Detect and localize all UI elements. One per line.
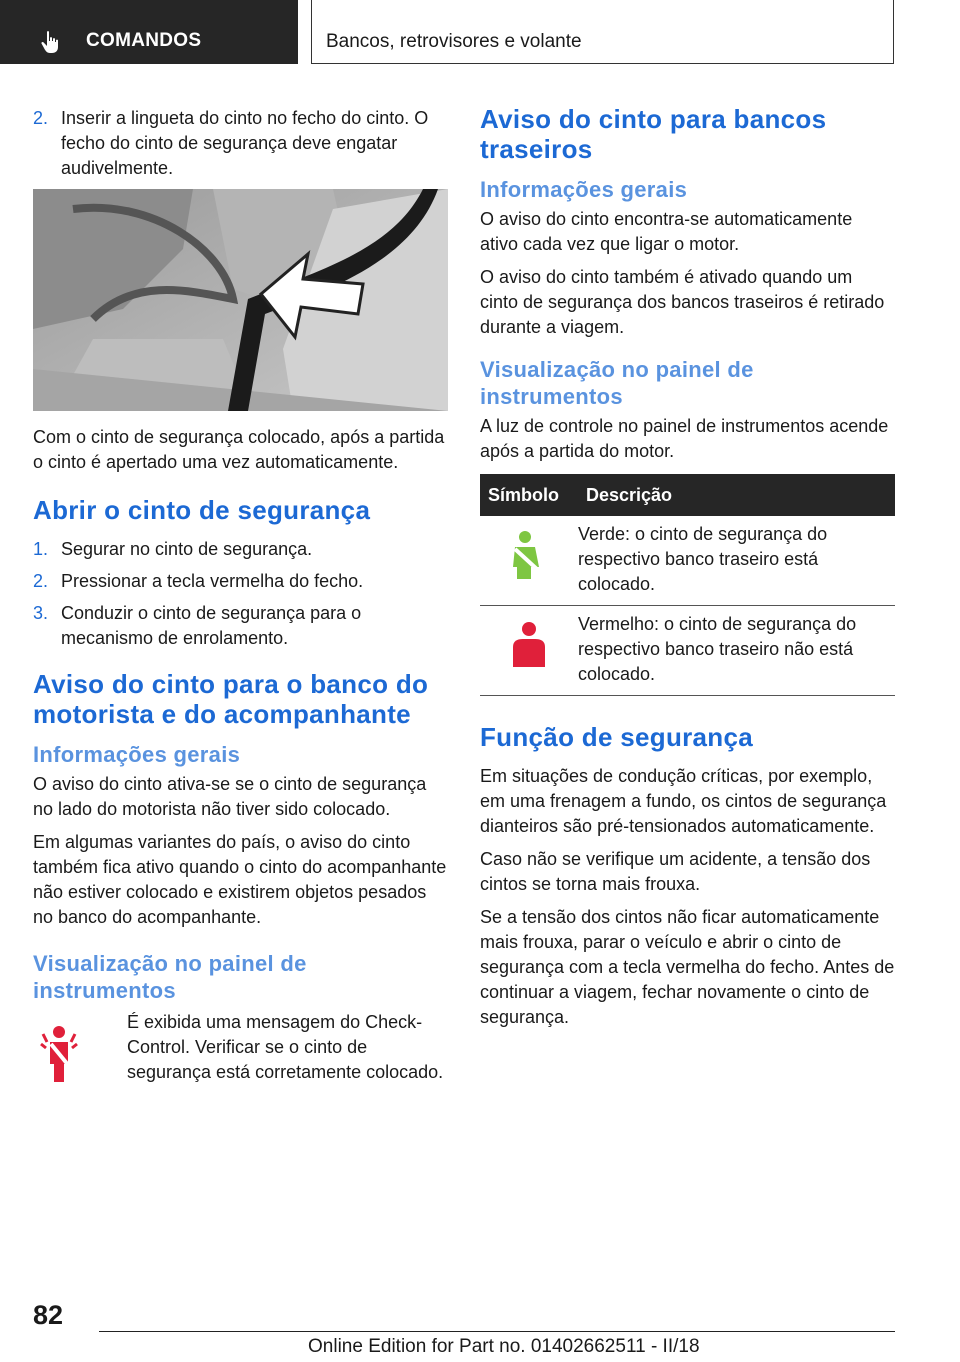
- general-info-heading: Informações gerais: [480, 177, 688, 202]
- page-number: 82: [33, 1300, 64, 1330]
- column-header-symbol: Símbolo: [480, 474, 578, 516]
- chapter-tab[interactable]: [311, 0, 894, 64]
- list-item: [33, 569, 448, 594]
- seatbelt-warning-icon: [33, 1022, 103, 1092]
- safety-paragraph-1: Em situações de condução críticas, por exemplo, em uma frenagem a fundo, os cintos de segurança dianteiros são pré-tensionados automaticamente.: [480, 766, 887, 836]
- display-heading: Visualização no painel de instrumentos: [480, 357, 754, 409]
- step-number: 2.: [33, 108, 49, 128]
- footer-divider: [99, 1331, 895, 1332]
- rear-warning-heading: Aviso do cinto para bancos traseiros: [480, 104, 827, 164]
- section-title: COMANDOS: [86, 30, 202, 51]
- safety-function-heading: Função de segurança: [480, 722, 753, 752]
- seatbelt-green-icon: [509, 531, 549, 581]
- general-paragraph-2: O aviso do cinto também é ativado quando um cinto de segurança dos bancos traseiros é retirado durante a viagem.: [480, 267, 885, 337]
- general-paragraph-1: O aviso do cinto encontra-se automaticamente ativo cada vez que ligar o motor.: [480, 209, 853, 254]
- step-text: Conduzir o cinto de segurança para o mecanismo de enrolamento.: [61, 603, 362, 648]
- table-row: [480, 516, 895, 606]
- seatbelt-buckle-photo: [33, 189, 448, 411]
- list-item: [33, 537, 448, 562]
- column-header-description: Descrição: [578, 474, 895, 516]
- list-item: [33, 106, 448, 181]
- list-item: [33, 601, 448, 651]
- indicator-table: [480, 474, 895, 696]
- step-text: Segurar no cinto de segurança.: [61, 539, 313, 559]
- general-paragraph-2: Em algumas variantes do país, o aviso do cinto também fica ativo quando o cinto do acompanhante não estiver colocado e existirem objetos pesados no banco do acompanhante.: [33, 832, 447, 927]
- right-column: [480, 104, 895, 1038]
- hand-pointer-icon: [40, 30, 62, 54]
- open-steps: [33, 537, 448, 651]
- step-text: Inserir a lingueta do cinto no fecho do cinto. O fecho do cinto de segurança deve engatar audivelmente.: [61, 108, 429, 178]
- table-row: [480, 606, 895, 696]
- symbol-cell: [480, 516, 578, 606]
- step-number: 3.: [33, 603, 49, 623]
- table-header-row: [480, 474, 895, 516]
- display-text: A luz de controle no painel de instrumentos acende após a partida do motor.: [480, 416, 889, 461]
- check-control-text: É exibida uma mensagem do Check-Control. Verificar se o cinto de segurança está corretamente colocado.: [127, 1012, 444, 1082]
- intro-steps: [33, 106, 448, 181]
- safety-paragraph-3: Se a tensão dos cintos não ficar automaticamente mais frouxa, parar o veículo e abrir o cinto de segurança com a tecla vermelha do fecho. Antes de continuar a viagem, fechar novamente o cinto de segurança.: [480, 907, 895, 1027]
- chapter-title: Bancos, retrovisores e volante: [326, 31, 582, 52]
- step-number: 2.: [33, 571, 49, 591]
- check-control-note: [33, 1010, 448, 1092]
- left-column: [33, 106, 448, 1092]
- safety-paragraph-2: Caso não se verifique um acidente, a tensão dos cintos se torna mais frouxa.: [480, 849, 871, 894]
- section-tab[interactable]: [0, 0, 298, 64]
- seatbelt-red-icon: [509, 621, 549, 671]
- photo-caption: Com o cinto de segurança colocado, após a partida o cinto é apertado uma vez automaticamente.: [33, 427, 445, 472]
- display-heading: Visualização no painel de instrumentos: [33, 951, 307, 1003]
- edition-text: Online Edition for Part no. 01402662511 - II/18: [308, 1336, 700, 1357]
- open-belt-heading: Abrir o cinto de segurança: [33, 495, 371, 525]
- description-cell: Verde: o cinto de segurança do respectivo banco traseiro está colocado.: [578, 516, 895, 606]
- page-header: [0, 0, 960, 66]
- general-info-heading: Informações gerais: [33, 742, 241, 767]
- step-text: Pressionar a tecla vermelha do fecho.: [61, 571, 364, 591]
- description-cell: Vermelho: o cinto de segurança do respectivo banco traseiro não está colocado.: [578, 606, 895, 696]
- symbol-cell: [480, 606, 578, 696]
- general-paragraph-1: O aviso do cinto ativa-se se o cinto de segurança no lado do motorista não tiver sido colocado.: [33, 774, 427, 819]
- step-number: 1.: [33, 539, 49, 559]
- driver-warning-heading: Aviso do cinto para o banco do motorista e do acompanhante: [33, 669, 429, 729]
